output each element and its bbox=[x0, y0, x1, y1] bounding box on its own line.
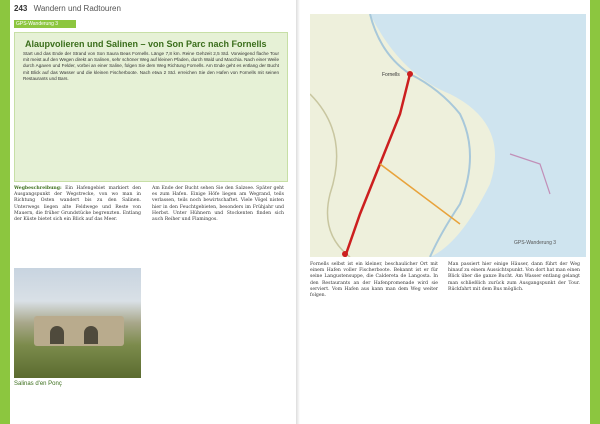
arch-shape bbox=[84, 326, 98, 344]
text-column-4 bbox=[448, 262, 580, 293]
tour-info-box bbox=[14, 32, 288, 182]
map-svg bbox=[310, 14, 586, 257]
column-lead: Wegbeschreibung: bbox=[14, 186, 62, 191]
column-3-text: Fornells selbst ist ein kleiner, beschaulicher Ort mit einem Hafen voller Fischerboote. Bekannt ist er für seine Langustensuppe, die Caldereta de Langosta. In den Restaurants an der Hafenpromenade wird sie serviert. Vom Hafen aus kann man dem Weg weiter folgen. bbox=[310, 262, 438, 299]
text-column-2 bbox=[152, 186, 284, 380]
left-sidebar-stripe bbox=[0, 0, 10, 424]
photo-caption: Salinas d'en Ponç bbox=[14, 381, 62, 387]
page-number: 243 bbox=[14, 4, 28, 13]
page-title: Wandern und Radtouren bbox=[33, 4, 121, 13]
gps-tag: GPS-Wanderung 3 bbox=[14, 20, 76, 28]
tour-description: Start und das Ende der Strand von Son Saura Beas Fornells. Länge 7,8 km. Reine Gehzeit 2,5 Std. Vorwiegend flache Tour mit meist auf den Wegen direkt an Salinen, sehr schöner Weg auf kleinen Pfaden, durch Wald und Macchia. Nach einer Weile durch Agaven und Felder, vorbei an einer Saline, folgen Sie dem Weg Richtung Fornells. Am Ende geht es entlang der Bucht mit Blick auf das Wasser und die kleinen Fischerboote. Nach etwa 2 Std. erreichen Sie den Hafen von Fornells mit seinen Restaurants und Bars. bbox=[23, 51, 279, 81]
text-column-3 bbox=[310, 262, 438, 299]
tour-title: Alaupvolieren und Salinen – von Son Parc nach Fornells bbox=[25, 39, 267, 49]
column-4-text: Man passiert hier einige Häuser, dann führt der Weg hinauf zu einem Aussichtspunkt. Von dort hat man einen Blick über die ganze Bucht. Am Wasser entlang gelangt man schließlich zurück zum Ausgangspunkt der Tour. Rückfahrt mit dem Bus möglich. bbox=[448, 262, 580, 292]
text-column-1 bbox=[14, 186, 141, 223]
column-1-text: Ein Hafengebiet markiert den Ausgangspunkt der Wegstrecke, von wo man in Richtung Osten wandert bis zu den Salinen. Unterwegs liegen alte Feldwege und Reste von Mauern, die früher Grundstücke begrenzten. Entlang der Küste bietet sich ein Blick auf das Meer. bbox=[14, 186, 141, 223]
column-2-text: Am Ende der Bucht sehen Sie den Salzsee. Später geht es zum Hafen. Einige Höfe liegen am Wegrand, teils verlassen, teils noch bewirtschaftet. Viele Vögel nisten hier in den Feuchtgebieten, besonders im Frühjahr und Herbst. Unter Hühnern und Stockenten finden sich auch Reiher und Flamingos. bbox=[152, 186, 284, 223]
map-wander-tag: GPS-Wanderung 3 bbox=[514, 240, 557, 246]
right-sidebar-stripe bbox=[590, 0, 600, 424]
ruin-shape bbox=[34, 316, 124, 346]
landscape-photo bbox=[14, 268, 141, 378]
town-label: Fornells bbox=[382, 72, 400, 78]
arch-shape bbox=[50, 326, 64, 344]
route-map bbox=[310, 14, 586, 257]
page-header bbox=[14, 4, 121, 13]
